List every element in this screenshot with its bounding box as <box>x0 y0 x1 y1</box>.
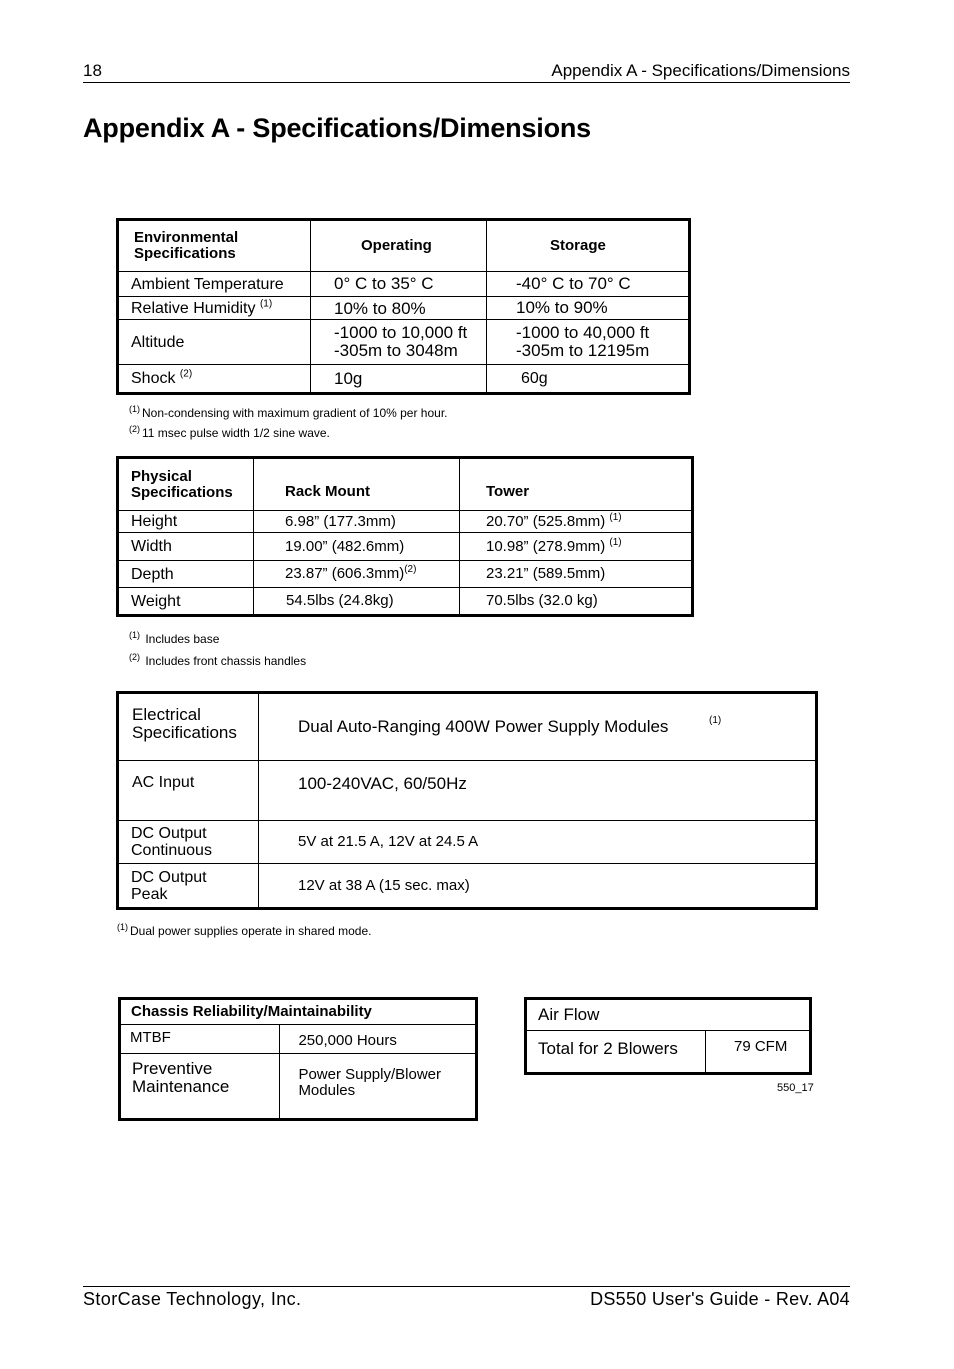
row-label: Preventive Maintenance <box>120 1054 280 1120</box>
header-rule <box>83 82 850 83</box>
mtbf-value: 250,000 Hours <box>280 1025 477 1054</box>
footnote-marker: (1) <box>609 511 622 523</box>
phys-header-label: Physical Specifications <box>118 458 254 511</box>
rack-value: 19.00” (482.6mm) <box>254 533 460 561</box>
operating-value: 0° C to 35° C <box>311 272 487 297</box>
table-row <box>118 588 693 616</box>
env-header-label: Environmental Specifications <box>118 220 311 272</box>
running-title: Appendix A - Specifications/Dimensions <box>551 61 850 80</box>
row-label: Altitude <box>118 320 311 365</box>
table-row <box>526 1031 811 1074</box>
row-label: MTBF <box>120 1025 280 1054</box>
footer-rule <box>83 1286 850 1287</box>
table-row <box>118 533 693 561</box>
footnote-marker: (1) <box>259 298 273 310</box>
storage-value: 10% to 90% <box>487 297 690 320</box>
row-label: Weight <box>118 588 254 616</box>
storage-value: -40° C to 70° C <box>487 272 690 297</box>
dc-peak-value: 12V at 38 A (15 sec. max) <box>259 864 817 909</box>
env-header-operating: Operating <box>311 220 487 272</box>
operating-value: 10g <box>311 365 487 394</box>
footnote-marker: (1) <box>609 536 622 548</box>
chassis-title: Chassis Reliability/Maintainability <box>120 999 477 1025</box>
table-header-row <box>118 458 693 511</box>
row-label: Electrical Specifications <box>118 693 259 761</box>
row-label: Ambient Temperature <box>118 272 311 297</box>
environmental-table <box>116 218 691 395</box>
row-label: Depth <box>118 561 254 588</box>
table-row <box>118 864 817 909</box>
row-label: Height <box>118 511 254 533</box>
table-row <box>120 1054 477 1120</box>
footnote: $^{(2)}$ 11 msec pulse width 1/2 sine wave. <box>129 424 330 440</box>
table-row <box>118 272 690 297</box>
row-label: DC Output Continuous <box>118 821 259 864</box>
chassis-table <box>118 997 478 1121</box>
operating-value: 10% to 80% <box>311 297 487 320</box>
tower-value: 10.98” (278.9mm) $^{(1)}$ <box>460 533 693 561</box>
storage-value: -1000 to 40,000 ft -305m to 12195m <box>487 320 690 365</box>
tower-value: 70.5lbs (32.0 kg) <box>460 588 693 616</box>
table-row <box>118 821 817 864</box>
row-label: Shock $^{(2)}$ <box>118 365 311 394</box>
physical-table <box>116 456 694 617</box>
table-row <box>118 511 693 533</box>
footer-company: StorCase Technology, Inc. <box>83 1289 302 1309</box>
row-label: Total for 2 Blowers <box>526 1031 706 1074</box>
table-row <box>118 561 693 588</box>
pm-value: Power Supply/Blower Modules <box>280 1054 477 1120</box>
row-label: DC Output Peak <box>118 864 259 909</box>
rack-value: 6.98” (177.3mm) <box>254 511 460 533</box>
phys-header-tower: Tower <box>460 458 693 511</box>
footnote: $^{(1)}$ Non-condensing with maximum gradient of 10% per hour. <box>129 404 448 420</box>
dc-continuous-value: 5V at 21.5 A, 12V at 24.5 A <box>259 821 817 864</box>
airflow-title: Air Flow <box>526 999 811 1031</box>
table-row <box>118 365 690 394</box>
table-row <box>118 761 817 821</box>
rack-value: 23.87” $(606.3mm)^{(2)}$ <box>254 561 460 588</box>
table-header-row <box>118 220 690 272</box>
table-row <box>118 693 817 761</box>
table-row <box>118 297 690 320</box>
row-label: Width <box>118 533 254 561</box>
airflow-table <box>524 997 812 1075</box>
storage-value: 60g <box>487 365 690 394</box>
tower-value: 20.70” (525.8mm) $^{(1)}$ <box>460 511 693 533</box>
operating-value: -1000 to 10,000 ft -305m to 3048m <box>311 320 487 365</box>
phys-header-rack: Rack Mount <box>254 458 460 511</box>
table-header-row <box>526 999 811 1031</box>
row-label: Relative Humidity $^{(1)}$ <box>118 297 311 320</box>
page-number: 18 <box>83 61 102 80</box>
footnote: $^{(2)}$ Includes front chassis handles <box>129 652 307 668</box>
env-header-storage: Storage <box>487 220 690 272</box>
figure-id: 550_17 <box>777 1082 814 1094</box>
airflow-value: 79 CFM <box>706 1031 811 1074</box>
table-row <box>118 320 690 365</box>
page-title: Appendix A - Specifications/Dimensions <box>83 113 591 143</box>
table-header-row <box>120 999 477 1025</box>
footnote-marker: (2) <box>404 564 417 575</box>
footnote-marker: (1) <box>709 715 722 726</box>
tower-value: 23.21” (589.5mm) <box>460 561 693 588</box>
footnote: $^{(1)}$ Dual power supplies operate in shared mode. <box>117 922 372 938</box>
ac-input-value: 100-240VAC, 60/50Hz <box>259 761 817 821</box>
row-label: AC Input <box>118 761 259 821</box>
footnote-marker: (2) <box>179 368 193 380</box>
electrical-table <box>116 691 818 910</box>
table-row <box>120 1025 477 1054</box>
rack-value: 54.5lbs (24.8kg) <box>254 588 460 616</box>
footer-doc: DS550 User's Guide - Rev. A04 <box>590 1289 850 1309</box>
footnote: $^{(1)}$ Includes base <box>129 630 220 646</box>
power-supply-value: Dual Auto-Ranging 400W Power Supply Modules (1) <box>259 693 817 761</box>
